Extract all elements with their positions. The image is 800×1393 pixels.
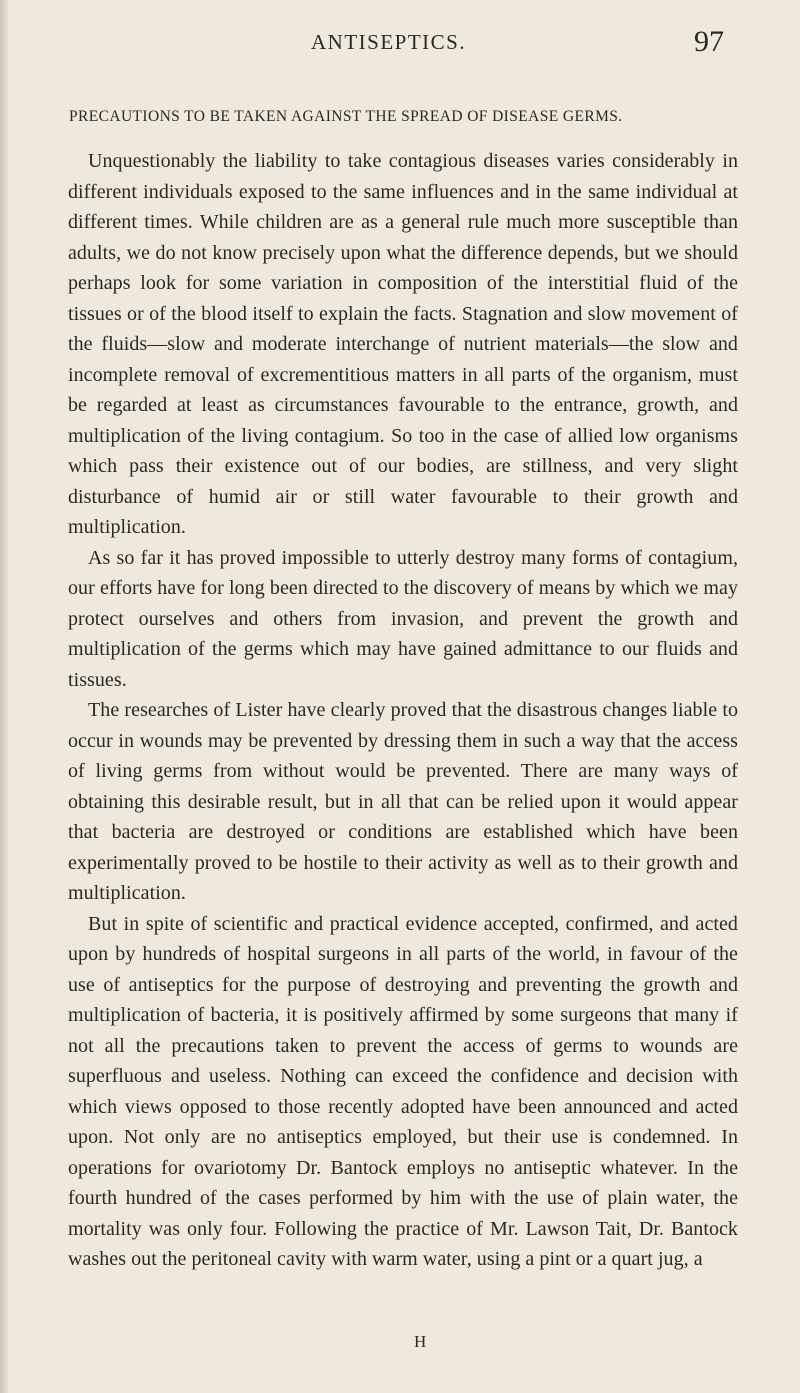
body-text	[68, 146, 738, 1275]
paragraph: The researches of Lister have clearly proved that the disastrous changes liable to occur in wounds may be prevented by dressing them in such a way that the access of living germs from without would be prevented. There are many ways of obtaining this desirable result, but in all that can be relied upon it would appear that bacteria are destroyed or conditions are established which have been experimentally proved to be hostile to their activity as well as to their growth and multiplication.	[68, 699, 738, 904]
section-heading: PRECAUTIONS TO BE TAKEN AGAINST THE SPREAD OF DISEASE GERMS.	[69, 108, 623, 125]
paragraph: But in spite of scientific and practical evidence accepted, confirmed, and acted upon by hundreds of hospital surgeons in all parts of the world, in favour of the use of antiseptics for the purpose of destroying and preventing the growth and multiplication of bacteria, it is positively affirmed by some surgeons that many if not all the precautions taken to prevent the access of germs to wounds are superfluous and useless. Nothing can exceed the confidence and decision with which views opposed to those recently adopted have been announced and acted upon. Not only are no antiseptics employed, but their use is condemned. In operations for ovariotomy Dr. Bantock employs no antiseptic whatever. In the fourth hundred of the cases performed by him with the use of plain water, the mortality was only four. Following the practice of Mr. Lawson Tait, Dr. Bantock washes out the peritoneal cavity with warm water, using a pint or a quart jug, a	[68, 912, 738, 1270]
page-number: 97	[694, 25, 724, 58]
page-edge-shadow	[0, 0, 8, 1393]
running-title: ANTISEPTICS.	[311, 30, 467, 54]
running-head	[0, 25, 800, 60]
signature-mark: H	[414, 1332, 427, 1351]
paragraph: As so far it has proved impossible to utterly destroy many forms of contagium, our efforts have for long been directed to the discovery of means by which we may protect ourselves and others from invasion, and prevent the growth and multiplication of the germs which may have gained admittance to our fluids and tissues.	[68, 546, 738, 691]
paragraph: Unquestionably the liability to take contagious diseases varies considerably in different individuals exposed to the same influences and in the same individual at different times. While children are as a general rule much more susceptible than adults, we do not know precisely upon what the difference depends, but we should perhaps look for some variation in composition of the interstitial fluid of the tissues or of the blood itself to explain the facts. Stagnation and slow movement of the fluids—slow and moderate interchange of nutrient materials—the slow and incomplete removal of excrementitious matters in all parts of the organism, must be regarded at least as circumstances favourable to the entrance, growth, and multiplication of the living contagium. So too in the case of allied low organisms which pass their existence out of our bodies, are stillness, and very slight disturbance of humid air or still water favourable to their growth and multiplication.	[68, 150, 738, 538]
